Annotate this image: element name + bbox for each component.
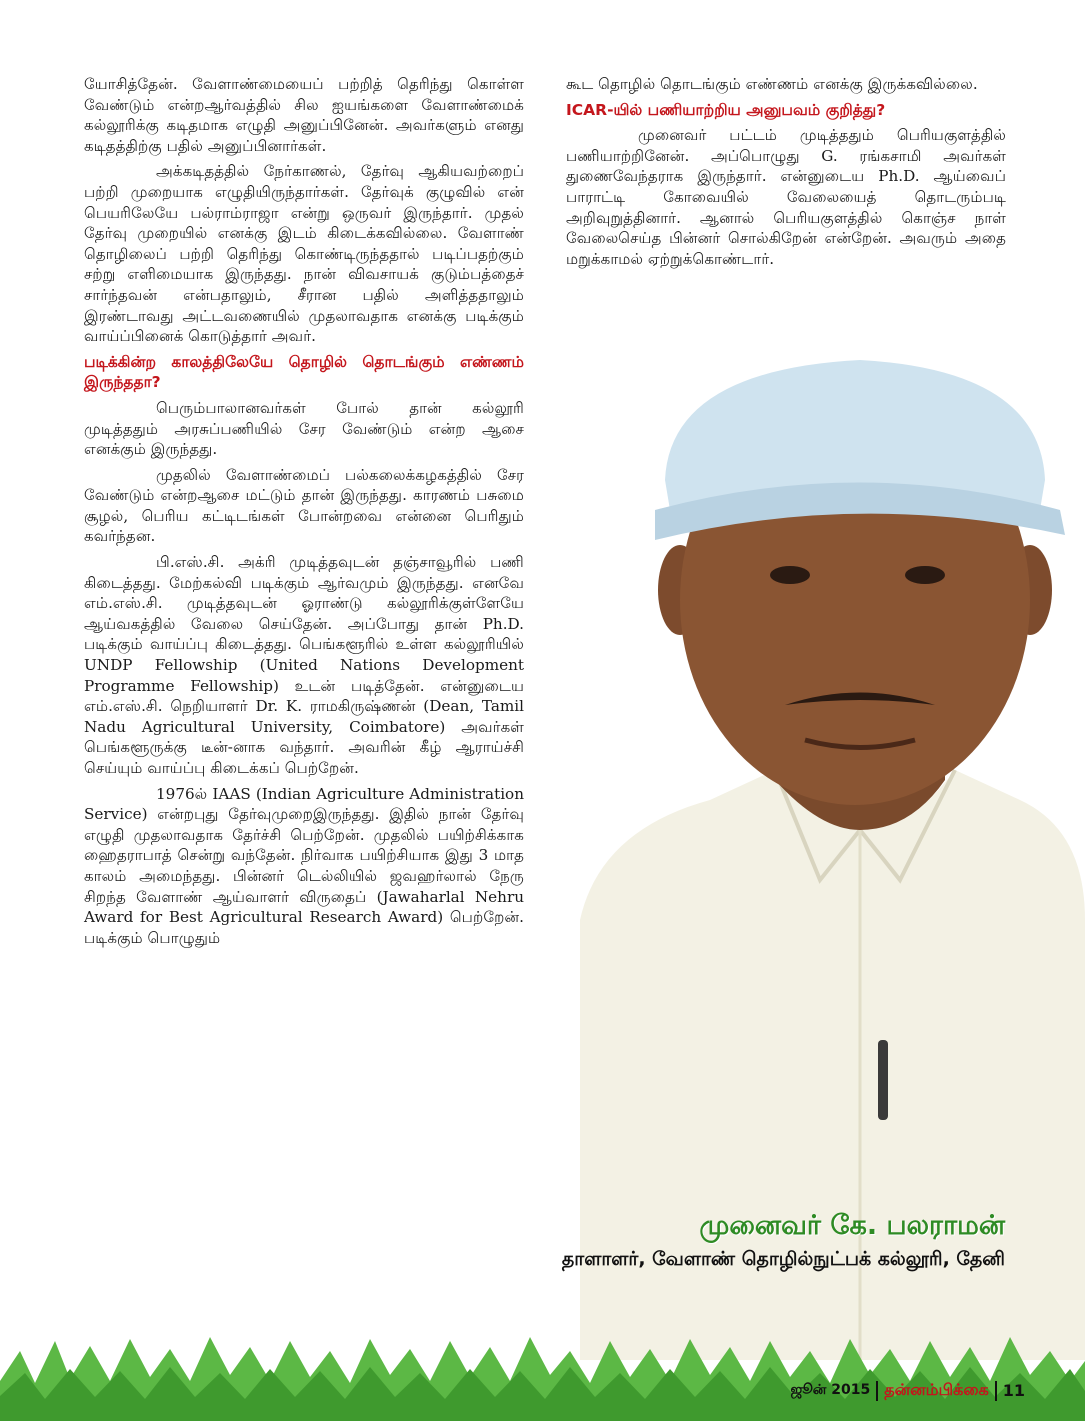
issue-date: ஜூன் 2015 — [790, 1381, 871, 1398]
divider — [995, 1381, 997, 1401]
magazine-name: தன்னம்பிக்கை — [884, 1380, 989, 1399]
paragraph: பி.எஸ்.சி. அக்ரி முடித்தவுடன் தஞ்சாவூரில் பணி கிடைத்தது. மேற்கல்வி படிக்கும் ஆர்வமும் இருந்தது. எனவே எம்.எஸ்.சி. முடித்தவுடன் ஓராண்டு கல்லூரிக்குள்ளேயே ஆய்வகத்தில் வேலை செய்தேன். அப்போது தான் Ph.D. படிக்கும் வாய்ப்பு கிடைத்தது. பெங்களூரில் உள்ள கல்லூரியில் UNDP Fellowship (United Nations Development Programme Fellowship) உடன் படித்தேன். என்னுடைய எம்.எஸ்.சி. நெறியாளர் Dr. K. ராமகிருஷ்ணன் (Dean, Tamil Nadu Agricultural University, Coimbatore) அவர்கள் பெங்களூருக்கு டீன்-னாக வந்தார். அவரின் கீழ் ஆராய்ச்சி செய்யும் வாய்ப்பு கிடைக்கப் பெற்றேன். — [84, 553, 524, 777]
paragraph: யோசித்தேன். வேளாண்மையைப் பற்றித் தெரிந்து கொள்ள வேண்டும் என்றஆர்வத்தில் சில ஐயங்களை வேளாண்மைக் கல்லூரிக்கு கடிதமாக எழுதி அனுப்பினேன். அவர்களும் எனது கடிதத்திற்கு பதில் அனுப்பினார்கள். — [84, 75, 524, 155]
left-column — [84, 74, 524, 953]
caption-person-role: தாளாளர், வேளாண் தொழில்நுட்பக் கல்லூரி, தேனி — [561, 1248, 1005, 1270]
grass-decoration — [0, 1311, 1085, 1421]
paragraph: பெரும்பாலானவர்கள் போல் தான் கல்லூரி முடித்ததும் அரசுப்பணியில் சேர வேண்டும் என்ற ஆசை எனக்கும் இருந்தது. — [84, 398, 524, 459]
right-column — [566, 74, 1006, 274]
divider — [876, 1381, 878, 1401]
paragraph: 1976ல் IAAS (Indian Agriculture Administration Service) என்றபுது தேர்வுமுறைஇருந்தது. இதில் நான் தேர்வு எழுதி முதலாவதாக தேர்ச்சி பெற்றேன். முதலில் பயிற்சிக்காக ஹைதராபாத் சென்று வந்தேன். நிர்வாக பயிற்சியாக இது 3 மாத காலம் அமைந்தது. பின்னர் டெல்லியில் ஜவஹர்லால் நேரு சிறந்த வேளாண் ஆய்வாளர் விருதைப் (Jawaharlal Nehru Award for Best Agricultural Research Award) பெற்றேன். படிக்கும் பொழுதும் — [84, 784, 524, 947]
caption-person-name: முனைவர் கே. பலராமன் — [699, 1210, 1005, 1241]
paragraph: அக்கடிதத்தில் நேர்காணல், தேர்வு ஆகியவற்றைப் பற்றி முறையாக எழுதியிருந்தார்கள். தேர்வுக் குழுவில் என் பெயரிலேயே பல்ராம்ராஜா என்று ஒருவர் இருந்தார். முதல் தேர்வு முறையில் எனக்கு இடம் கிடைக்கவில்லை. வேளாண் தொழிலைப் பற்றி தெரிந்து கொண்டிருந்ததால் படிப்பதற்கும் சற்று எளிமையாக இருந்தது. நான் விவசாயக் குடும்பத்தைச் சார்ந்தவன் என்பதாலும், சீரான பதில் அளித்ததாலும் இரண்டாவது அட்டவணையில் முதலாவதாக எனக்கு படிக்கும் வாய்ப்பினைக் கொடுத்தார் அவர். — [84, 162, 524, 346]
paragraph: முனைவர் பட்டம் முடித்ததும் பெரியகுளத்தில் பணியாற்றினேன். அப்பொழுது G. ரங்கசாமி அவர்கள் துணைவேந்தராக இருந்தார். என்னுடைய Ph.D. ஆய்வைப் பாராட்டி கோவையில் வேலையைத் தொடரும்படி அறிவுறுத்தினார். ஆனால் பெரியகுளத்தில் கொஞ்ச நாள் வேலைசெய்த பின்னர் சொல்கிறேன் என்றேன். அவரும் அதை மறுக்காமல் ஏற்றுக்கொண்டார். — [566, 126, 1006, 268]
page-number: 11 — [1002, 1381, 1025, 1400]
grass-icon — [0, 1311, 1085, 1421]
question-heading: ICAR-யில் பணியாற்றிய அனுபவம் குறித்து? — [566, 100, 886, 119]
paragraph: கூட தொழில் தொடங்கும் எண்ணம் எனக்கு இருக்கவில்லை. — [566, 75, 978, 93]
paragraph: முதலில் வேளாண்மைப் பல்கலைக்கழகத்தில் சேர வேண்டும் என்றஆசை மட்டும் தான் இருந்தது. காரணம் பசுமை சூழல், பெரிய கட்டிடங்கள் போன்றவை என்னை பெரிதும் கவர்ந்தன. — [84, 465, 524, 546]
page-footer — [791, 1380, 1026, 1401]
question-heading: படிக்கின்ற காலத்திலேயே தொழில் தொடங்கும் எண்ணம் இருந்ததா? — [84, 352, 524, 392]
